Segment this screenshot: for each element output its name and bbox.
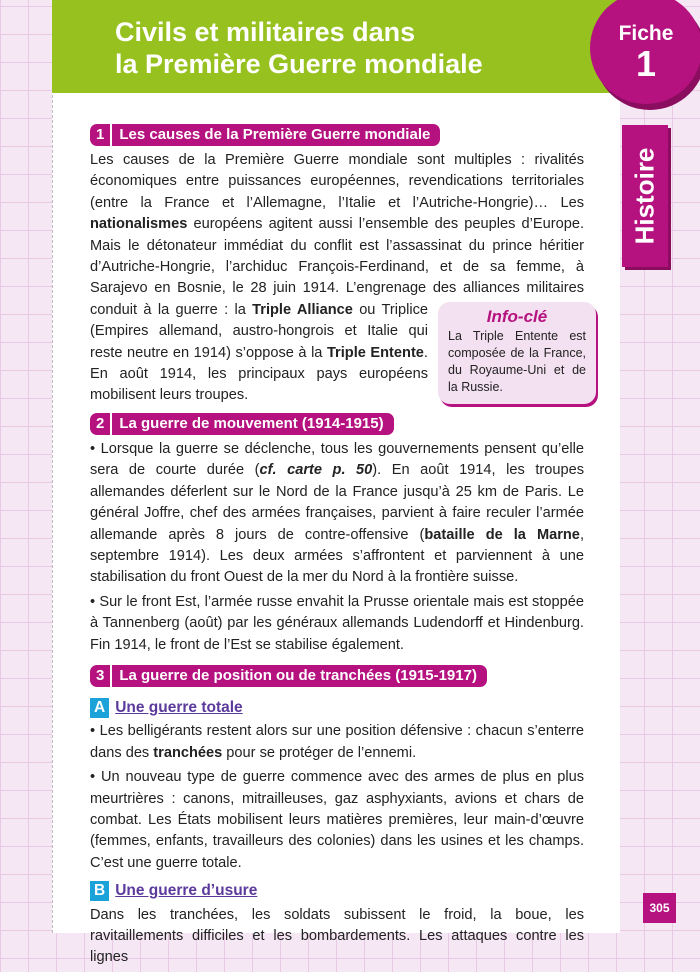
section-heading (90, 665, 487, 687)
section-title: La guerre de mouvement (1914-1915) (119, 415, 384, 433)
map-reference: cf. carte p. 50 (259, 462, 373, 479)
paragraph: • Lorsque la guerre se déclenche, tous les gouvernements pensent qu’elle sera de courte durée (cf. carte p. 50). En août 1914, les troupes allemandes déferlent sur le Nord de la France jusqu’à 25 km de Paris. Le général Joffre, chef des armées françaises, parvient à faire reculer l’armée allemande après 8 jours de contre-offensive (bataille de la Marne, septembre 1914). Les deux armées s’affrontent et parviennent à une stabilisation du front Ouest de la mer du Nord à la frontière suisse. (90, 440, 584, 586)
fiche-badge (590, 0, 700, 104)
paragraph: • Sur le front Est, l’armée russe envahit la Prusse orientale mais est stoppée à Tannenberg (août) par les généraux allemands Ludendorff et Hindenburg. Fin 1914, le front de l’Est se stabilise également. (90, 593, 584, 653)
page-number: 305 (643, 893, 676, 923)
subject-tab (622, 125, 668, 267)
subsection-heading (90, 880, 584, 901)
title-line: la Première Guerre mondiale (115, 49, 483, 79)
page-title (115, 16, 483, 80)
fiche-label: Fiche (618, 22, 674, 45)
section-number: 1 (90, 124, 112, 146)
section-title: La guerre de position ou de tranchées (1915-1917) (119, 667, 477, 685)
paragraph: • Les belligérants restent alors sur une position défensive : chacun s’enterre dans des tranchées pour se protéger de l’ennemi. (90, 723, 584, 761)
info-title: Info-clé (486, 306, 548, 326)
info-cle-box (438, 302, 596, 404)
section-heading (90, 413, 394, 435)
subsection-heading (90, 697, 584, 718)
paragraph: Dans les tranchées, les soldats subissent le froid, la boue, les ravitaillements difficiles et les bombardements. Les attaques contre les lignes (90, 906, 584, 966)
subsection-title: Une guerre d’usure (115, 882, 258, 900)
paragraph: • Un nouveau type de guerre commence avec des armes de plus en plus meurtrières : canons, mitrailleuses, gaz asphyxiants, avions et chars de combat. Les États mobilisent leurs matières premières, leur main-d’œuvre (femmes, enfants, travailleurs des colonies) dans les usines et les champs. C’est une guerre totale. (90, 769, 584, 871)
fiche-number: 1 (635, 43, 657, 84)
content (90, 121, 584, 972)
section-number: 2 (90, 413, 112, 435)
section-title: Les causes de la Première Guerre mondiale (119, 126, 431, 144)
title-line: Civils et militaires dans (115, 17, 416, 47)
subject-label: Histoire (629, 147, 660, 245)
paragraph: Les causes de la Première Guerre mondiale sont multiples : rivalités économiques entre puissances européennes, revendications territoriales (entre la France et l’Allemagne, l’Italie et l’Autriche-Hongrie)… Les nationalismes européens agitent aussi l’ensemble des peuples d’Europe. Mais le détonateur immédiat du conflit est l’assassinat du prince héritier d’Autriche-Hongrie, l’archiduc François-Ferdinand, et de sa femme, à Sarajevo en Bosnie, le 28 juin 1914. L’engrenage des alliances militaires conduit à la guerre : la Triple Alliance Info-clé La Triple Entente est composée de la France, du Royaume-Uni et de la Russie. ou Triplice (Empires allemand, austro-hongrois et Italie qui reste neutre en 1914) s’oppose à la Triple Entente. En août 1914, les principaux pays européens mobilisent leurs troupes. (90, 150, 584, 407)
subsection-title: Une guerre totale (115, 698, 243, 716)
section-heading (90, 124, 440, 146)
subsection-letter: A (90, 698, 109, 718)
section-number: 3 (90, 665, 112, 687)
info-text: La Triple Entente est composée de la France, du Royaume-Uni et de la Russie. (448, 328, 586, 394)
subsection-letter: B (90, 881, 109, 901)
